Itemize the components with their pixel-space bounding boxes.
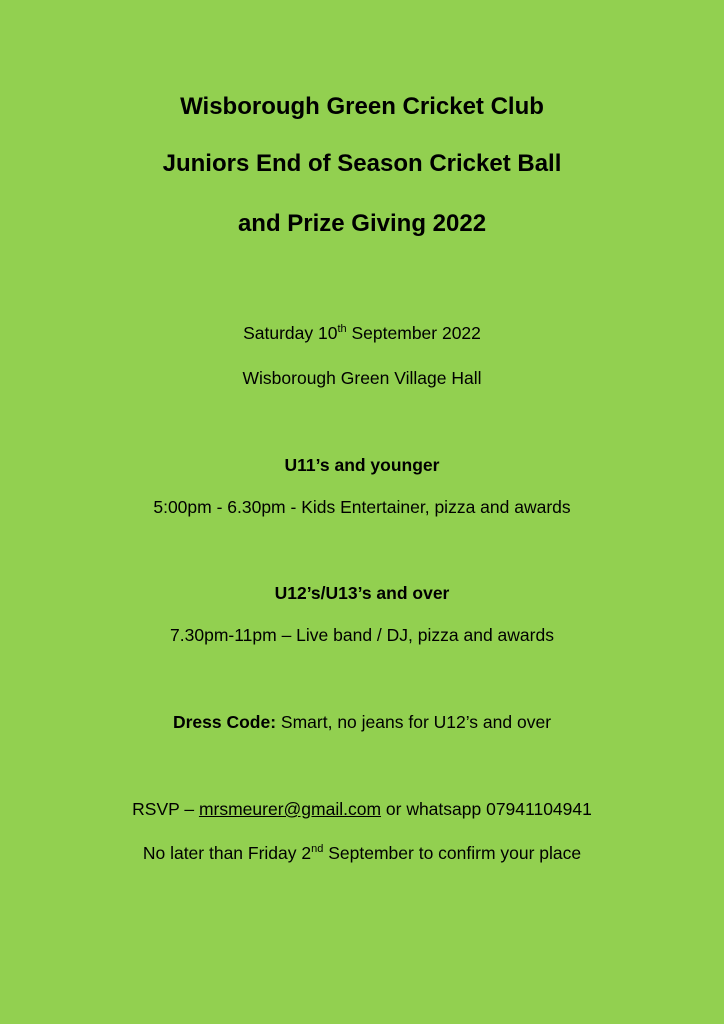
deadline-ordinal: nd	[311, 843, 324, 856]
rsvp-whatsapp: or whatsapp 07941104941	[381, 799, 592, 819]
dress-code	[0, 711, 724, 733]
club-name-title: Wisborough Green Cricket Club	[180, 93, 544, 120]
session1-heading: U11’s and younger	[284, 455, 440, 475]
session1-details: 5:00pm - 6.30pm - Kids Entertainer, pizza and awards	[153, 497, 571, 517]
deadline-rest: September to confirm your place	[323, 843, 582, 863]
dress-code-text: Smart, no jeans for U12’s and over	[276, 712, 552, 732]
event-subtitle: and Prize Giving 2022	[237, 210, 487, 237]
event-date	[0, 322, 724, 344]
rsvp-email-link[interactable]: mrsmeurer@gmail.com	[198, 799, 382, 819]
event-venue: Wisborough Green Village Hall	[242, 368, 482, 388]
dress-code-label: Dress Code:	[172, 712, 277, 732]
rsvp-deadline	[0, 842, 724, 864]
event-title: Juniors End of Season Cricket Ball	[162, 150, 562, 177]
rsvp-line	[0, 798, 724, 820]
deadline-text: No later than Friday 2	[142, 843, 312, 863]
date-month-year: September 2022	[346, 323, 481, 343]
rsvp-prefix: RSVP –	[132, 799, 199, 819]
session2-details: 7.30pm-11pm – Live band / DJ, pizza and awards	[170, 625, 554, 645]
date-text: Saturday 10	[243, 323, 338, 343]
session2-heading: U12’s/U13’s and over	[274, 583, 450, 603]
date-ordinal: th	[337, 323, 347, 336]
